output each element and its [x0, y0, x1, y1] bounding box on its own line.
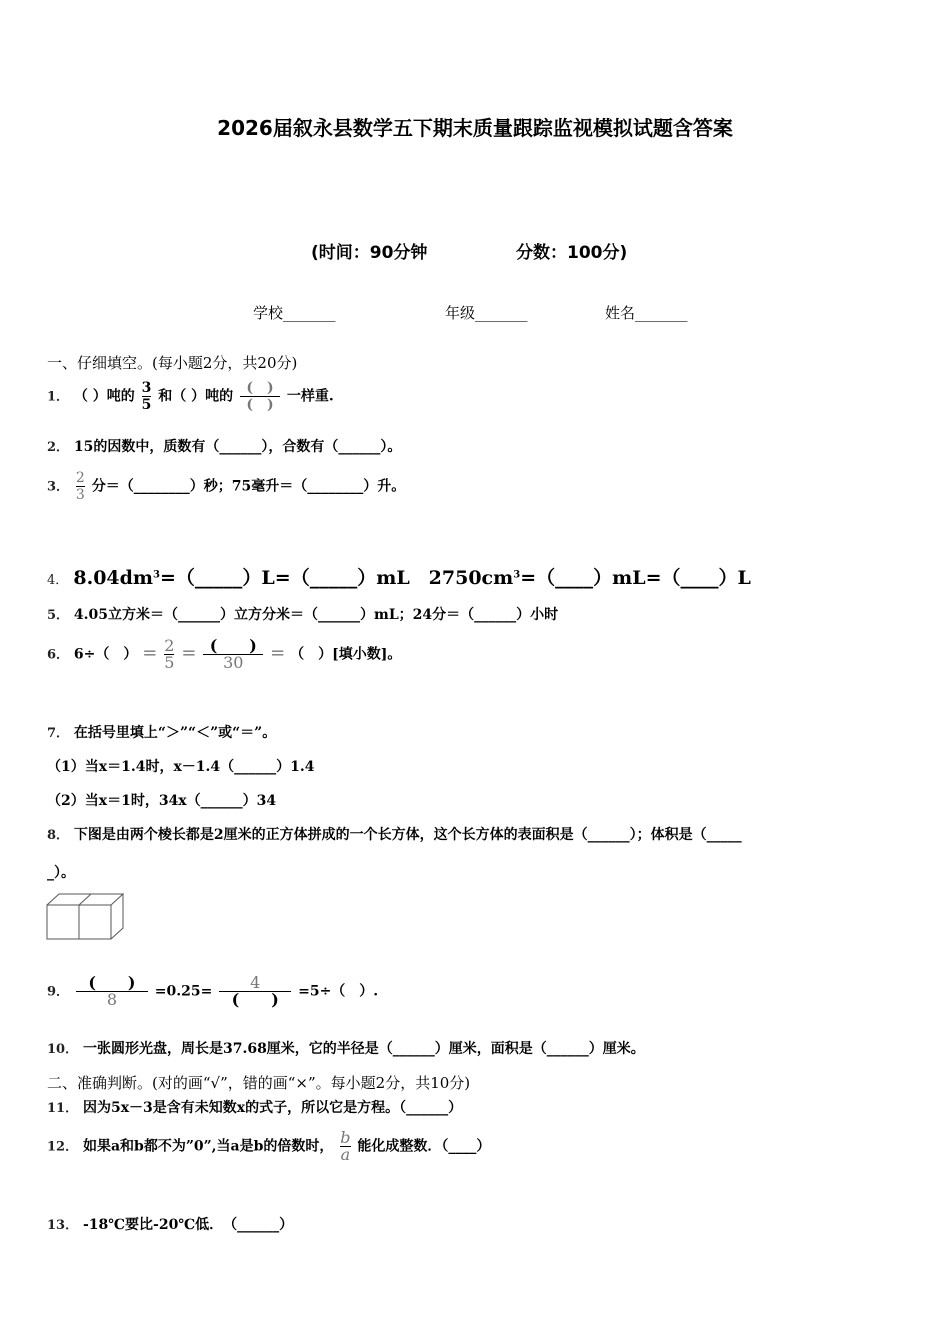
section-1-heading: 一、仔细填空。(每小题2分，共20分): [47, 354, 298, 372]
q10-text: 一张圆形光盘，周长是37.68厘米，它的半径是（______）厘米，面积是（______）厘米。: [82, 1041, 645, 1057]
q12-text-b: 能化成整数．（____）: [357, 1138, 491, 1155]
question-8: [47, 824, 742, 844]
q1-text-b: 和（ ）吨的: [158, 388, 234, 405]
q4-number: 4．: [47, 573, 69, 588]
q7-number: 7．: [47, 726, 70, 741]
q1-text-c: 一样重.: [286, 388, 334, 405]
question-11: [47, 1097, 462, 1117]
q6-blank-fraction: [203, 638, 263, 671]
grade-field: 年级_______: [445, 304, 528, 322]
q3-frac-den: 3: [75, 487, 85, 503]
q6-blank-num: ( ): [209, 636, 257, 655]
q9-fraction: [219, 975, 291, 1008]
q4-sup-2: 3: [513, 569, 521, 581]
q7-text: 在括号里填上“＞”“＜”或“＝”。: [73, 725, 277, 741]
q9-blank-fraction: [76, 975, 148, 1008]
question-7: [47, 722, 276, 742]
q12-number: 12．: [47, 1139, 79, 1155]
q4-text-c: =（____）mL=（____）L: [520, 567, 751, 589]
q6-number: 6．: [47, 647, 70, 663]
q9-frac-den: ( ): [231, 990, 279, 1009]
q12-frac-den: a: [340, 1145, 351, 1164]
q8-number: 8．: [47, 828, 70, 843]
q6-fraction: [164, 638, 174, 671]
q6-eq-2: =: [181, 642, 197, 664]
q4-text-a: 8.04dm: [73, 567, 154, 589]
q3-number: 3．: [47, 479, 70, 495]
name-field: 姓名_______: [605, 304, 688, 322]
cube-left-front: [47, 905, 79, 939]
q4-text-b: =（_____）L=（_____）mL 2750cm: [160, 567, 514, 589]
question-6: [47, 638, 401, 671]
question-2: [47, 436, 401, 456]
q9-text-a: =0.25=: [154, 983, 213, 1000]
question-3: [47, 470, 405, 503]
cube-right-front: [79, 905, 111, 939]
q1-blank-den: ( ): [246, 397, 274, 413]
q10-number: 10．: [47, 1042, 79, 1057]
q11-number: 11．: [47, 1101, 79, 1116]
q13-number: 13．: [47, 1218, 79, 1233]
q12-text-a: 如果a和b都不为”0”,当a是b的倍数时，: [82, 1138, 334, 1155]
score-label: 分数：100分): [516, 243, 628, 263]
time-label: (时间：90分钟: [311, 243, 428, 263]
q1-number: 1．: [47, 389, 70, 405]
q2-number: 2．: [47, 440, 70, 455]
cuboid-top-divider: [79, 894, 91, 905]
q6-eq-1: =: [142, 642, 158, 664]
q6-frac-num: 2: [164, 636, 175, 655]
q13-text: -18℃要比-20℃低． （______）: [82, 1217, 294, 1233]
q9-number: 9．: [47, 984, 70, 1000]
q1-blank-fraction: [240, 380, 280, 413]
question-12: [47, 1130, 490, 1163]
page-title: 2026届叙永县数学五下期末质量跟踪监视模拟试题含答案: [217, 116, 733, 140]
section-2-heading: 二、准确判断。(对的画“√”，错的画“×”。每小题2分，共10分): [47, 1074, 471, 1092]
q1-frac-num: 3: [141, 380, 152, 396]
q5-number: 5．: [47, 608, 70, 623]
question-10: [47, 1038, 645, 1058]
q9-text-b: =5÷（ ）.: [298, 983, 379, 1000]
cuboid-side: [111, 894, 123, 939]
q1-frac-den: 5: [141, 397, 152, 413]
q1-fraction: [142, 380, 152, 413]
q7-sub-1: （1）当x＝1.4时，x－1.4（______）1.4: [47, 759, 315, 775]
q11-text: 因为5x－3是含有未知数x的式子，所以它是方程。（______）: [82, 1100, 463, 1116]
school-field: 学校_______: [253, 304, 336, 322]
q12-frac-num: b: [340, 1128, 351, 1147]
q9-frac-num: 4: [250, 973, 261, 992]
q12-fraction: [340, 1130, 350, 1163]
q3-fraction: [76, 470, 85, 503]
question-4: [47, 563, 751, 590]
q6-frac-den: 5: [164, 653, 175, 672]
q9-blank-den: 8: [106, 990, 118, 1009]
q9-blank-num: ( ): [88, 973, 136, 992]
q1-blank-num: ( ): [246, 380, 274, 396]
q6-blank-den: 30: [223, 653, 244, 672]
q1-text-a: （ ）吨的: [73, 388, 135, 405]
q7-sub-2: （2）当x＝1时，34x（______）34: [47, 793, 277, 809]
q4-sup-1: 3: [153, 569, 161, 581]
q8-line-1: 下图是由两个棱长都是2厘米的正方体拼成的一个长方体，这个长方体的表面积是（______）；体积是（_____: [73, 827, 742, 843]
q6-text-a: 6÷（ ）: [73, 646, 138, 663]
q6-eq-3: =: [270, 642, 286, 664]
question-1: [47, 380, 334, 413]
q8-line-2: _）。: [47, 865, 75, 881]
cuboid-figure: [46, 893, 128, 943]
q3-text: 分＝（________）秒；75毫升＝（________）升。: [91, 478, 406, 495]
question-13: [47, 1214, 293, 1234]
q3-frac-num: 2: [75, 470, 85, 486]
q2-text: 15的因数中，质数有（______），合数有（______）。: [73, 439, 402, 455]
question-5: [47, 604, 558, 624]
question-9: [47, 975, 378, 1008]
q5-text: 4.05立方米＝（______）立方分米＝（______）mL；24分＝（______）小时: [73, 607, 559, 623]
q6-text-b: （ ）[填小数]。: [290, 646, 402, 663]
